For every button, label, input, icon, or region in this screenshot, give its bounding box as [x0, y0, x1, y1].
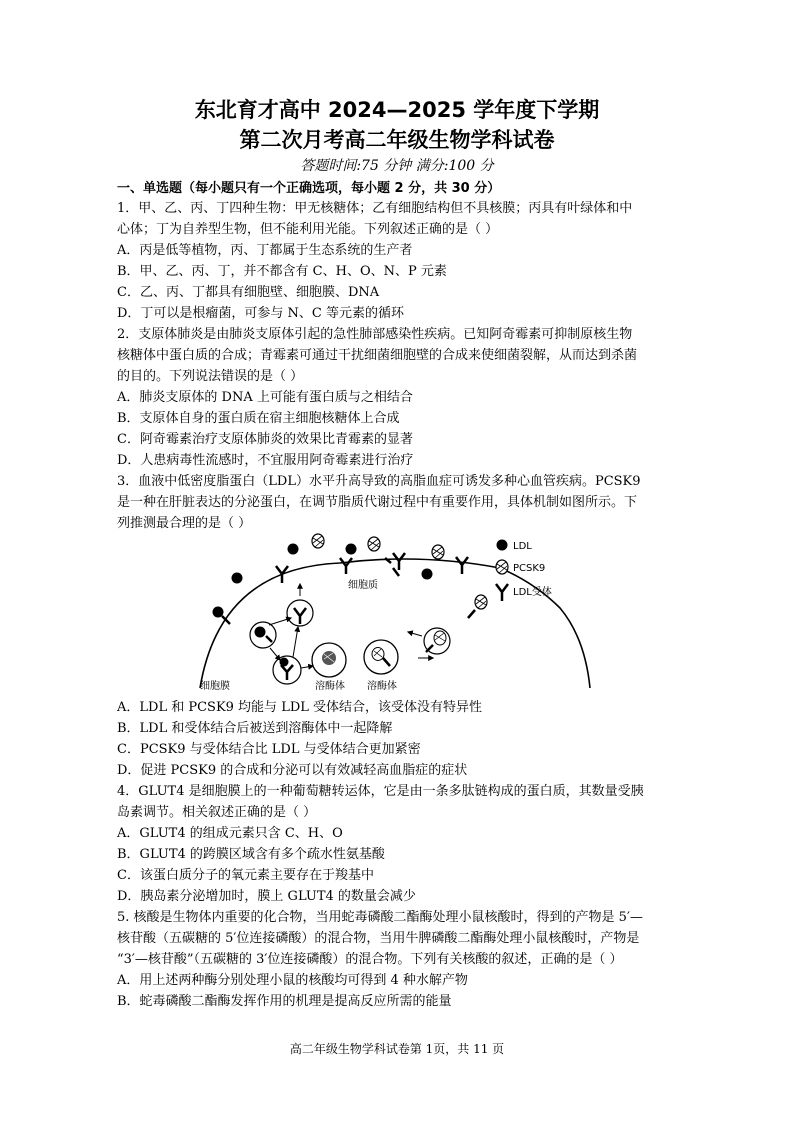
ldl-particle	[288, 544, 299, 555]
q2-option-c: C．阿奇霉素治疗支原体肺炎的效果比青霉素的显著	[117, 432, 413, 447]
label-lysosome-2: 溶酶体	[367, 681, 397, 692]
ldl-particle	[422, 569, 433, 580]
q5-option-a: A．用上述两种酶分别处理小鼠的核酸均可得到 4 种水解产物	[117, 973, 468, 988]
q3-option-a: A．LDL 和 PCSK9 均能与 LDL 受体结合，该受体没有特异性	[117, 700, 483, 715]
label-cytoplasm: 细胞质	[348, 580, 378, 591]
q3-stem-line2: 是一种在肝脏表达的分泌蛋白，在调节脂质代谢过程中有重要作用，具体机制如图所示。下	[117, 495, 638, 510]
ldl-receptor	[276, 566, 288, 583]
ldl-particle	[346, 544, 357, 555]
q1-option-d: D．丁可以是根瘤菌，可参与 N、C 等元素的循环	[117, 306, 405, 321]
q5-stem-line2: 核苷酸（五碳糖的 5′位连接磷酸）的混合物，当用牛脾磷酸二酯酶处理小鼠核酸时，产物是	[117, 931, 640, 946]
q2-option-b: B．支原体自身的蛋白质在宿主细胞核糖体上合成	[117, 411, 400, 426]
exam-title-line1: 东北育才高中 2024—2025 学年度下学期	[194, 98, 600, 122]
q1-option-c: C．乙、丙、丁都具有细胞壁、细胞膜、DNA	[117, 285, 380, 300]
ldl-pcsk9-diagram	[190, 528, 610, 696]
legend-ldl-icon	[497, 540, 508, 551]
ldl-receptor	[340, 558, 352, 574]
legend-ldl-label: LDL	[513, 541, 532, 552]
q3-option-b: B．LDL 和受体结合后被送到溶酶体中一起降解	[117, 721, 393, 736]
q3-option-c: C．PCSK9 与受体结合比 LDL 与受体结合更加紧密	[117, 742, 421, 757]
legend-receptor-label: LDL受体	[513, 587, 552, 598]
q1-option-b: B．甲、乙、丙、丁，并不都含有 C、H、O、N、P 元素	[117, 264, 447, 279]
ldl-receptor	[393, 553, 405, 570]
ldl-particle	[213, 607, 224, 618]
q4-stem-line1: 4．GLUT4 是细胞膜上的一种葡萄糖转运体，它是由一条多肽链构成的蛋白质，其数量受胰	[117, 784, 644, 799]
q4-option-a: A．GLUT4 的组成元素只含 C、H、O	[117, 826, 343, 841]
q1-stem-line2: 心体；丁为自养型生物，但不能利用光能。下列叙述正确的是（ ）	[117, 222, 499, 237]
exam-info: 答题时间:75 分钟 满分:100 分	[300, 158, 494, 174]
q2-stem-line3: 的目的。下列说法错误的是（ ）	[117, 369, 304, 384]
q4-option-c: C．该蛋白质分子的氧元素主要存在于羧基中	[117, 868, 374, 883]
q2-stem-line1: 2．支原体肺炎是由肺炎支原体引起的急性肺部感染性疾病。已知阿奇霉素可抑制原核生物	[117, 327, 633, 342]
q2-option-d: D．人患病毒性流感时，不宜服用阿奇霉素进行治疗	[117, 453, 414, 468]
page-footer: 高二年级生物学科试卷第 1页，共 11 页	[289, 1042, 505, 1056]
label-membrane: 细胞膜	[200, 681, 230, 692]
q5-stem-line1: 5. 核酸是生物体内重要的化合物，当用蛇毒磷酸二酯酶处理小鼠核酸时，得到的产物是 5′—	[117, 910, 643, 925]
section-heading: 一、单选题（每小题只有一个正确选项，每小题 2 分，共 30 分）	[117, 181, 501, 196]
legend-receptor-icon	[496, 584, 508, 601]
q4-stem-line2: 岛素调节。相关叙述正确的是（ ）	[117, 805, 317, 820]
exam-title-line2: 第二次月考高二年级生物学科试卷	[239, 128, 555, 152]
legend-pcsk9-label: PCSK9	[513, 563, 546, 574]
q5-stem-line3: “3′—核苷酸”（五碳糖的 3′位连接磷酸）的混合物。下列有关核酸的叙述，正确的是（ ）	[117, 952, 623, 967]
q1-option-a: A．丙是低等植物，丙、丁都属于生态系统的生产者	[117, 243, 413, 258]
q4-option-b: B．GLUT4 的跨膜区域含有多个疏水性氨基酸	[117, 847, 385, 862]
q2-stem-line2: 核糖体中蛋白质的合成；青霉素可通过干扰细菌细胞壁的合成来使细菌裂解，从而达到杀菌	[117, 348, 638, 363]
q4-option-d: D．胰岛素分泌增加时，膜上 GLUT4 的数量会减少	[117, 889, 416, 904]
label-lysosome-1: 溶酶体	[315, 681, 345, 692]
q5-option-b: B．蛇毒磷酸二酯酶发挥作用的机理是提高反应所需的能量	[117, 994, 452, 1009]
q1-stem-line1: 1．甲、乙、丙、丁四种生物：甲无核糖体；乙有细胞结构但不具核膜；丙具有叶绿体和中	[117, 201, 633, 216]
q3-stem-line1: 3．血液中低密度脂蛋白（LDL）水平升高导致的高脂血症可诱发多种心血管疾病。PCSK9	[117, 474, 641, 489]
ldl-particle	[232, 573, 243, 584]
q3-option-d: D．促进 PCSK9 的合成和分泌可以有效减轻高血脂症的症状	[117, 763, 468, 778]
q3-stem-line3: 列推测最合理的是（ ）	[117, 516, 252, 531]
q2-option-a: A．肺炎支原体的 DNA 上可能有蛋白质与之相结合	[117, 390, 413, 405]
